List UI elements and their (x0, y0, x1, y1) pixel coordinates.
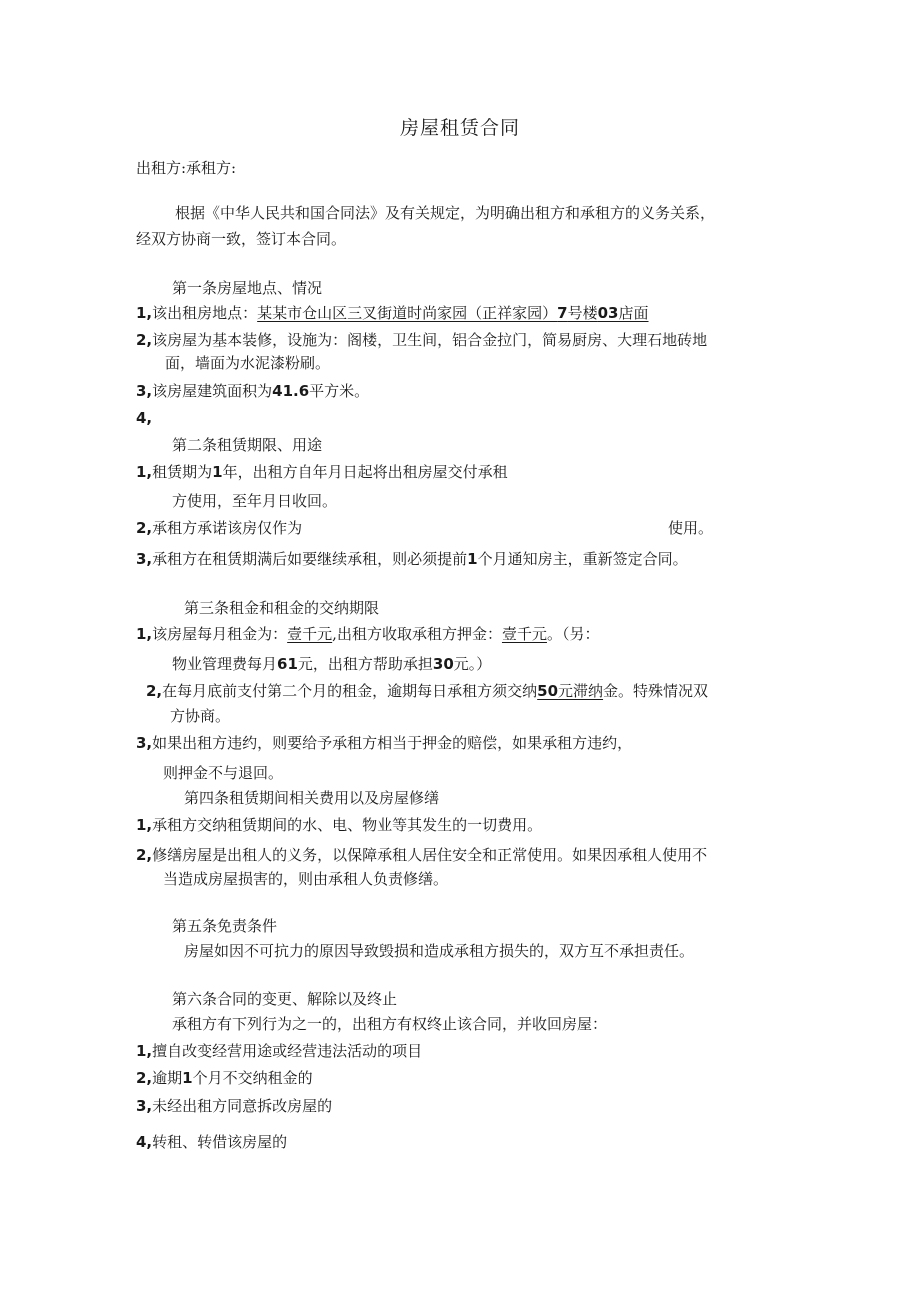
article-1-item-2-line-1: 2,该房屋为基本装修，设施为：阁楼，卫生间，铝合金拉门，简易厨房、大理石地砖地 (136, 331, 708, 349)
article-3-item-1-line-2: 物业管理费每月61元，出租方帮助承担30元。） (172, 655, 492, 673)
article-1-item-2-line-2: 面，墙面为水泥漆粉刷。 (165, 354, 331, 372)
article-3-item-2-line-1: 2,在每月底前支付第二个月的租金，逾期每日承租方须交纳50元滞纳金。特殊情况双 (146, 682, 709, 700)
intro-line-1: 根据《中华人民共和国合同法》及有关规定，为明确出租方和承租方的义务关系， (175, 204, 716, 222)
article-2-item-2: 2,承租方承诺该房仅作为 (136, 519, 303, 537)
article-2-heading: 第二条租赁期限、用途 (172, 436, 323, 454)
article-5-body: 房屋如因不可抗力的原因导致毁损和造成承租方损失的，双方互不承担责任。 (184, 942, 695, 960)
article-3-item-2-line-2: 方协商。 (170, 707, 231, 725)
article-3-item-3-line-2: 则押金不与退回。 (163, 764, 284, 782)
article-4-item-1: 1,承租方交纳租赁期间的水、电、物业等其发生的一切费用。 (136, 816, 543, 834)
article-1-item-4: 4, (136, 409, 153, 427)
article-3-item-1-line-1: 1,该房屋每月租金为：壹千元,出租方收取承租方押金：壹千元。（另： (136, 625, 600, 643)
article-6-item-3: 3,未经出租方同意拆改房屋的 (136, 1097, 333, 1115)
parties-line: 出租方:承租方: (136, 159, 237, 177)
article-2-item-1-line-1: 1,租赁期为1年，出租方自年月日起将出租房屋交付承租 (136, 463, 508, 481)
article-2-item-2-suffix: 使用。 (668, 519, 714, 537)
article-6-heading: 第六条合同的变更、解除以及终止 (172, 990, 398, 1008)
article-1-item-1: 1,该出租房地点：某某市仓山区三叉街道时尚家园（正祥家园）7号楼03店面 (136, 304, 649, 322)
article-4-heading: 第四条租赁期间相关费用以及房屋修缮 (184, 789, 440, 807)
article-1-heading: 第一条房屋地点、情况 (172, 279, 323, 297)
article-6-item-4: 4,转租、转借该房屋的 (136, 1133, 288, 1151)
article-3-item-3-line-1: 3,如果出租方违约，则要给予承租方相当于押金的赔偿，如果承租方违约， (136, 734, 633, 752)
article-2-item-1-line-2: 方使用，至年月日收回。 (172, 492, 338, 510)
article-3-heading: 第三条租金和租金的交纳期限 (184, 599, 380, 617)
article-6-intro: 承租方有下列行为之一的，出租方有权终止该合同，并收回房屋： (172, 1015, 608, 1033)
article-2-item-3: 3,承租方在租赁期满后如要继续承租，则必须提前1个月通知房主，重新签定合同。 (136, 550, 688, 568)
article-4-item-2-line-1: 2,修缮房屋是出租人的义务，以保障承租人居住安全和正常使用。如果因承租人使用不 (136, 846, 708, 864)
article-6-item-1: 1,擅自改变经营用途或经营违法活动的项目 (136, 1042, 423, 1060)
article-5-heading: 第五条免责条件 (172, 917, 278, 935)
article-1-item-3: 3,该房屋建筑面积为41.6平方米。 (136, 382, 370, 400)
document-title: 房屋租赁合同 (399, 117, 520, 139)
article-6-item-2: 2,逾期1个月不交纳租金的 (136, 1069, 313, 1087)
intro-line-2: 经双方协商一致，签订本合同。 (136, 230, 347, 248)
article-4-item-2-line-2: 当造成房屋损害的，则由承租人负责修缮。 (163, 870, 449, 888)
